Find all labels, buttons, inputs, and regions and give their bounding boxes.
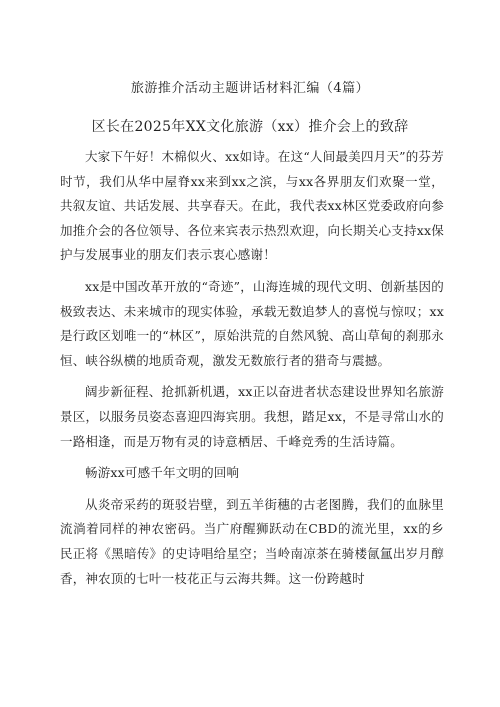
document-body [60, 145, 444, 598]
paragraph-introduction: xx是中国改革开放的“奇迹”，山海连城的现代文明、创新基因的极致表达、未来城市的现实体验，承载无数追梦人的喜悦与惊叹；xx是行政区划唯一的“林区”，原始洪荒的自然风貌、高山草甸的刹那永恒、峡谷纵横的地质奇观，激发无数旅行者的猎奇与震撼。 [60, 278, 444, 368]
speech-subtitle: 区长在2025年XX文化旅游（xx）推介会上的致辞 [91, 119, 409, 135]
section-heading: 畅游xx可感千年文明的回响 [85, 465, 240, 481]
paragraph-culture: 从炎帝采药的斑驳岩壁，到五羊街穗的古老图腾，我们的血脉里流淌着同样的神农密码。当广府醒狮跃动在CBD的流光里，xx的乡民正将《黑暗传》的史诗唱给星空；当岭南凉茶在骑楼氤氲出岁月醇香，神农顶的七叶一枝花正与云海共舞。这一份跨越时 [60, 496, 444, 586]
paragraph-invitation: 阔步新征程、抢抓新机遇，xx正以奋进者状态建设世界知名旅游景区，以服务员姿态喜迎四海宾朋。我想，踏足xx，不是寻常山水的一路相逢，而是万物有灵的诗意栖居、千峰竞秀的生活诗篇。 [60, 384, 444, 449]
paragraph-greeting: 大家下午好！木棉似火、xx如诗。在这“人间最美四月天”的芬芳时节，我们从华中屋脊xx来到xx之滨，与xx各界朋友们欢聚一堂，共叙友谊、共话发展、共享春天。在此，我代表xx林区党委政府向参加推介会的各位领导、各位来宾表示热烈欢迎，向长期关心支持xx保护与发展事业的朋友们表示衷心感谢！ [60, 149, 444, 263]
document-title: 旅游推介活动主题讲话材料汇编（4篇） [130, 81, 370, 96]
